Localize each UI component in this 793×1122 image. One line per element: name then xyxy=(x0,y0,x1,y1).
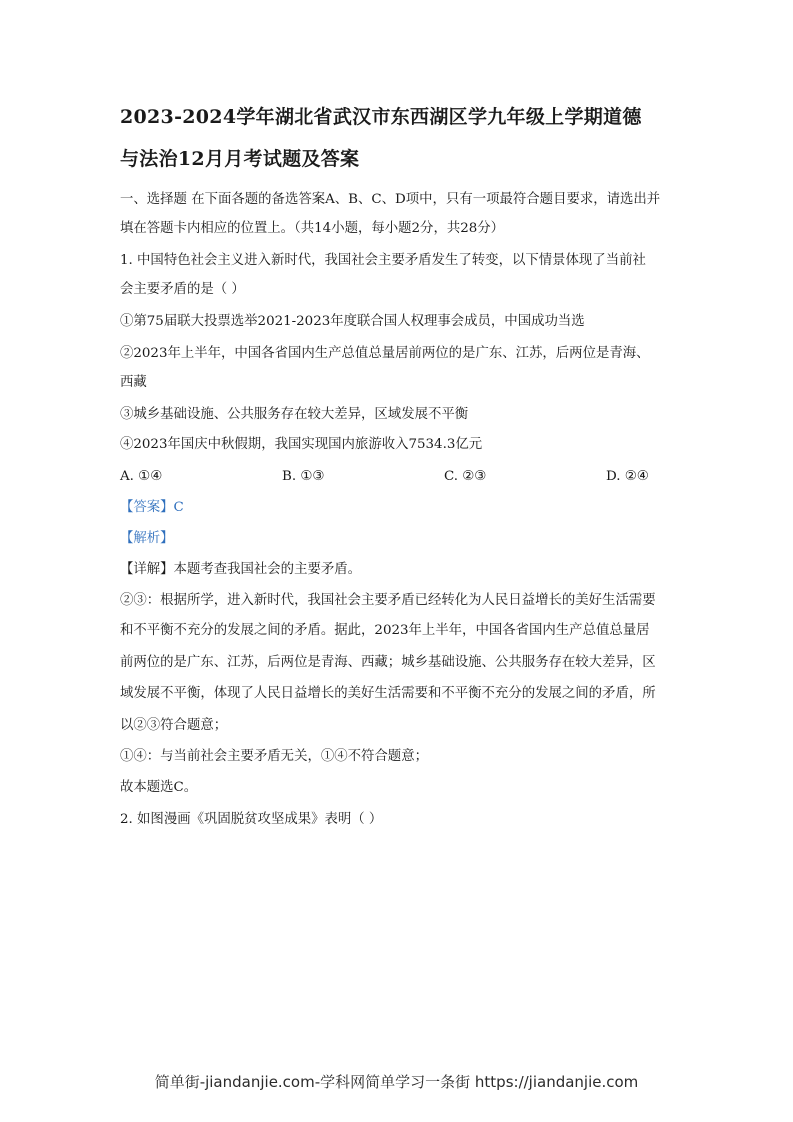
page-footer: 简单街-jiandanjie.com-学科网简单学习一条街 https://jiandanjie.com xyxy=(154,1073,639,1091)
question-1-stem-line-1: 1. 中国特色社会主义进入新时代，我国社会主要矛盾发生了转变，以下情景体现了当前社 xyxy=(120,253,646,268)
question-2-stem: 2. 如图漫画《巩固脱贫攻坚成果》表明（ ） xyxy=(120,812,383,827)
document-title-line-2: 与法治12月月考试题及答案 xyxy=(120,148,360,170)
section-intro-line-2: 填在答题卡内相应的位置上。（共14小题，每小题2分，共28分） xyxy=(120,221,505,236)
detail-line-7: ①④：与当前社会主要矛盾无关，①④不符合题意； xyxy=(120,749,428,764)
detail-line-8: 故本题选C。 xyxy=(120,780,198,795)
document-title-line-1: 2023-2024学年湖北省武汉市东西湖区学九年级上学期道德 xyxy=(120,106,642,128)
option-b: B. ①③ xyxy=(282,469,325,484)
question-1-item-4: ④2023年国庆中秋假期，我国实现国内旅游收入7534.3亿元 xyxy=(120,437,483,452)
answer-label: 【答案】C xyxy=(120,500,184,515)
section-intro-line-1: 一、选择题 在下面各题的备选答案A、B、C、D项中，只有一项最符合题目要求，请选出并 xyxy=(120,192,661,207)
analysis-label: 【解析】 xyxy=(120,531,174,546)
detail-line-3: 和不平衡不充分的发展之间的矛盾。据此，2023年上半年，中国各省国内生产总值总量居 xyxy=(120,623,650,638)
detail-line-1: 【详解】本题考查我国社会的主要矛盾。 xyxy=(120,562,362,577)
question-1-item-1: ①第75届联大投票选举2021-2023年度联合国人权理事会成员，中国成功当选 xyxy=(120,314,585,329)
detail-line-4: 前两位的是广东、江苏，后两位是青海、西藏；城乡基础设施、公共服务存在较大差异，区 xyxy=(120,655,656,670)
question-1-item-3: ③城乡基础设施、公共服务存在较大差异，区域发展不平衡 xyxy=(120,407,469,422)
question-1-item-2-line-2: 西藏 xyxy=(120,375,147,390)
detail-line-6: 以②③符合题意； xyxy=(120,718,228,733)
detail-line-5: 域发展不平衡，体现了人民日益增长的美好生活需要和不平衡不充分的发展之间的矛盾，所 xyxy=(120,686,656,701)
option-d: D. ②④ xyxy=(606,469,649,484)
option-c: C. ②③ xyxy=(444,469,487,484)
question-1-item-2-line-1: ②2023年上半年，中国各省国内生产总值总量居前两位的是广东、江苏，后两位是青海、 xyxy=(120,346,650,361)
option-a: A. ①④ xyxy=(120,469,163,484)
detail-line-2: ②③：根据所学，进入新时代，我国社会主要矛盾已经转化为人民日益增长的美好生活需要 xyxy=(120,593,656,608)
question-1-stem-line-2: 会主要矛盾的是（ ） xyxy=(120,282,245,297)
